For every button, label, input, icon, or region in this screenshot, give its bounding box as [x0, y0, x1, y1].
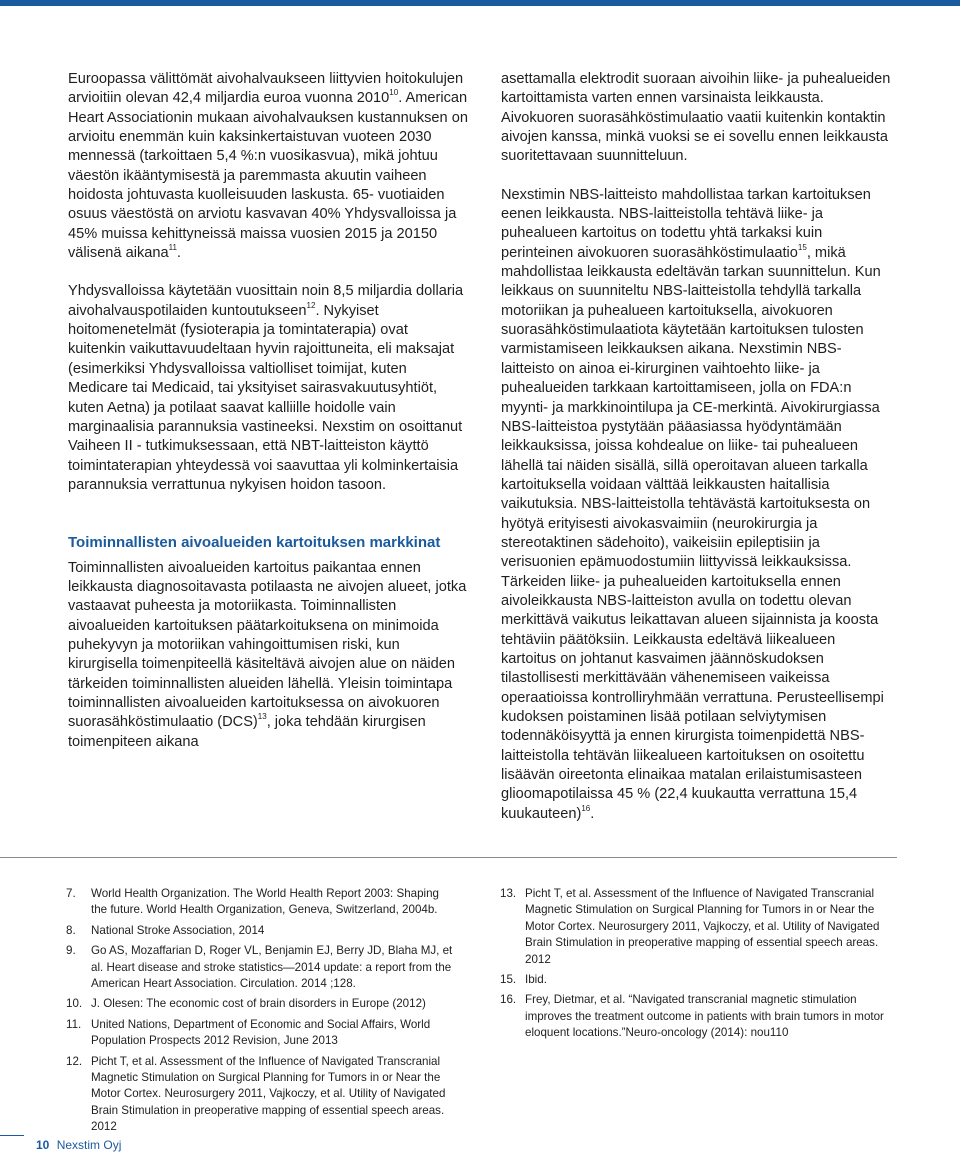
reference-item: 9. Go AS, Mozaffarian D, Roger VL, Benjamin EJ, Berry JD, Blaha MJ, et al. Heart disease and stroke statistics—2014 update: a report from the American Heart Association. Circulation. 2014 ;128. [66, 944, 453, 991]
references-right [500, 886, 894, 1046]
page-footer [36, 1138, 121, 1152]
reference-item: 7. World Health Organization. The World Health Report 2003: Shaping the future. World Health Organization, Geneva, Switzerland, 2004b. [66, 887, 440, 917]
reference-item: 13. Picht T, et al. Assessment of the Influence of Navigated Transcranial Magnetic Stimulation on Surgical Planning for Tumors in or Near the Motor Cortex. Neurosurgery 2011, Vajkoczy, et al. Utility of Navigated Brain Stimulation in preoperative mapping of essential speech areas. 2012 [500, 887, 880, 966]
footnotes-divider [0, 857, 897, 858]
paragraph: Euroopassa välittömät aivohalvaukseen liittyvien hoitokulujen arvioitiin olevan 42,4 miljardia euroa vuonna 2010$^{10}$. American Heart Associationin mukaan aivohalvauksen kustannuksen on arvioitu enemmän kuin kaksinkertaistuvan vuoteen 2030 mennessä (tarkoittaen 5,4 %:n vuosikasvua), mikä johtuu väestön ikääntymisestä ja paremmasta akuutin vaiheen hoidosta johtuvasta kuolleisuuden laskusta. 65- vuotiaiden osuus väestöstä on arviotu kasvavan 40% Yhdysvalloissa ja 45% muissa kehittyneissä maissa vuosien 2015 ja 20150 välisenä aikana$^{11}$. [68, 71, 468, 262]
page-number: 10 [36, 1138, 50, 1152]
company-name: Nexstim Oyj [56, 1138, 122, 1152]
paragraph: Toiminnallisten aivoalueiden kartoitus paikantaa ennen leikkausta diagnosoitavasta potilaasta ne aivojen alueet, jotka vastaavat puheesta ja motoriikasta. Toiminnallisten aivoalueiden kartoituksen päätarkoituksena on minimoida puhekyvyn ja motoriikan vahingoittumisen riski, kun kirurgisella toimenpiteellä käsiteltävä aivojen alue on näiden tärkeiden toiminnallisten alueiden lähellä. Yleisin toimintapa toiminnallisten aivoalueiden kartoituksessa on aivokuoren suorasähköstimulaatio (DCS)$^{13}$, joka tehdään kirurgisen toimenpiteen aikana [68, 559, 467, 750]
paragraph: Nexstimin NBS-laitteisto mahdollistaa tarkan kartoituksen eenen leikkausta. NBS-laitteistolla tehtävä liike- ja puhealueen kartoitus on todettu yhtä tarkaksi kuin perinteinen aivokuoren suorasähköstimulaatio$^{15}$, mikä mahdollistaa leikkausta edeltävän tarkan suunnittelun. Kun leikkaus on suunniteltu NBS-laitteistolla tehdyllä tarkalla motoriikan ja puhealueen kartoituksella, aivokuoren suorasähköstimulaatiota käytetään kartoituksen tulosten varmistamiseen leikkauksen aikana. Nexstimin NBS-laitteisto on ainoa ei-kirurginen vaihtoehto liike- ja puhealueiden tarkkaan kartoittamiseen, jolla on FDA:n myynti- ja markkinointilupa ja CE-merkintä. Aivokirurgiassa NBS-laitteistoa pystytään pääasiassa hyödyntämään leikkauksissa, joissa kohdealue on liike- tai puhealueen lähellä tai näiden sisällä, sillä operoitavan alueen tarkalla kartoituksella voidaan välttää leikkausten haitallisia vaikutuksia. NBS-laitteistolla tehtävästä kartoituksesta on hyötyä erityisesti aivokasvaimiin (neurokirurgia ja stereotaktinen sädehoito), vaikeisiin epileptisiin ja verisuonien epämuodostumiin liittyvissä leikkauksissa. Tärkeiden liike- ja puhealueiden kartoituksella ennen aivoleikkausta NBS-laitteiston avulla on todettu olevan merkittävä vaikutus leikattavan alueen sijainnista ja koosta tehtäviin päätöksiin. Leikkausta edeltävä liikealueen kartoitus on johtanut kasvaimen jäännöskudoksen tilastollisesti merkittävään vähenemiseen vaikeissa operaatioissa kontrolliryhmään verrattuna. Perusteellisempi kudoksen poistaminen lisää potilaan selviytymisen todennäköisyyttä ja ennen kirurgista toimenpidettä NBS-laitteistolla tehtävän liikealueen kartoituksen on osoitettu lisäävän oireetonta elinaikaa matalan erilaistumisasteen glioomapotilaissa 45 % (22,4 kuukautta verrattuna 15,4 kuukauteen)$^{16}$. [501, 186, 884, 822]
reference-item: 15. Ibid. [500, 973, 547, 987]
section-heading: Toiminnallisten aivoalueiden kartoituksen markkinat [68, 534, 441, 552]
reference-item: 8. National Stroke Association, 2014 [66, 923, 265, 937]
reference-item: 12. Picht T, et al. Assessment of the Influence of Navigated Transcranial Magnetic Stimulation on Surgical Planning for Tumors in or Near the Motor Cortex. Neurosurgery 2011, Vajkoczy, et al. Utility of Navigated Brain Stimulation in preoperative mapping of essential speech areas. 2012 [66, 1054, 446, 1134]
reference-item: 16. Frey, Dietmar, et al. “Navigated transcranial magnetic stimulation improves the treatment outcome in patients with brain tumors in motor eloquent locations.”Neuro-oncology (2014): nou110 [500, 993, 884, 1040]
top-accent-bar [0, 0, 960, 6]
references-left [66, 886, 458, 1140]
reference-item: 10. J. Olesen: The economic cost of brain disorders in Europe (2012) [66, 997, 426, 1011]
footer-rule [0, 1135, 24, 1136]
left-column [68, 70, 468, 752]
paragraph: Yhdysvalloissa käytetään vuosittain noin 8,5 miljardia dollaria aivohalvauspotilaiden kuntoutukseen$^{12}$. Nykyiset hoitomenetelmät (fysioterapia ja tomintaterapia) ovat kuitenkin vaikuttavuudeltaan hyvin rajoittuneita, eli maksajat (esimerkiksi Yhdysvalloissa valtiolliset toimijat, kuten Medicare tai Medicaid, tai yksityiset sairasvakuutusyhtiöt, kuten Aetna) ja potilaat saavat kalliille hoidolle vain marginaalisia parannuksia vastineeksi. Nexstim on osoittanut Vaiheen II - tutkimuksessaan, että NBT-laitteiston käyttö toimintaterapian yhteydessä voi saavuttaa yli kolminkertaisia parannuksia verrattunua nykyisen hoidon tasoon. [68, 283, 464, 493]
reference-item: 11. United Nations, Department of Economic and Social Affairs, World Population Prospects 2012 Revision, June 2013 [66, 1017, 431, 1048]
right-column [501, 70, 891, 824]
paragraph: asettamalla elektrodit suoraan aivoihin liike- ja puhealueiden kartoittamista varten ennen varsinaista leikkausta. Aivokuoren suorasähköstimulaatio vaatii kuitenkin kontaktin aivojen kanssa, minkä vuoksi se ei sovellu ennen leikkausta suoritettavaan suunnitteluun. [501, 71, 891, 165]
